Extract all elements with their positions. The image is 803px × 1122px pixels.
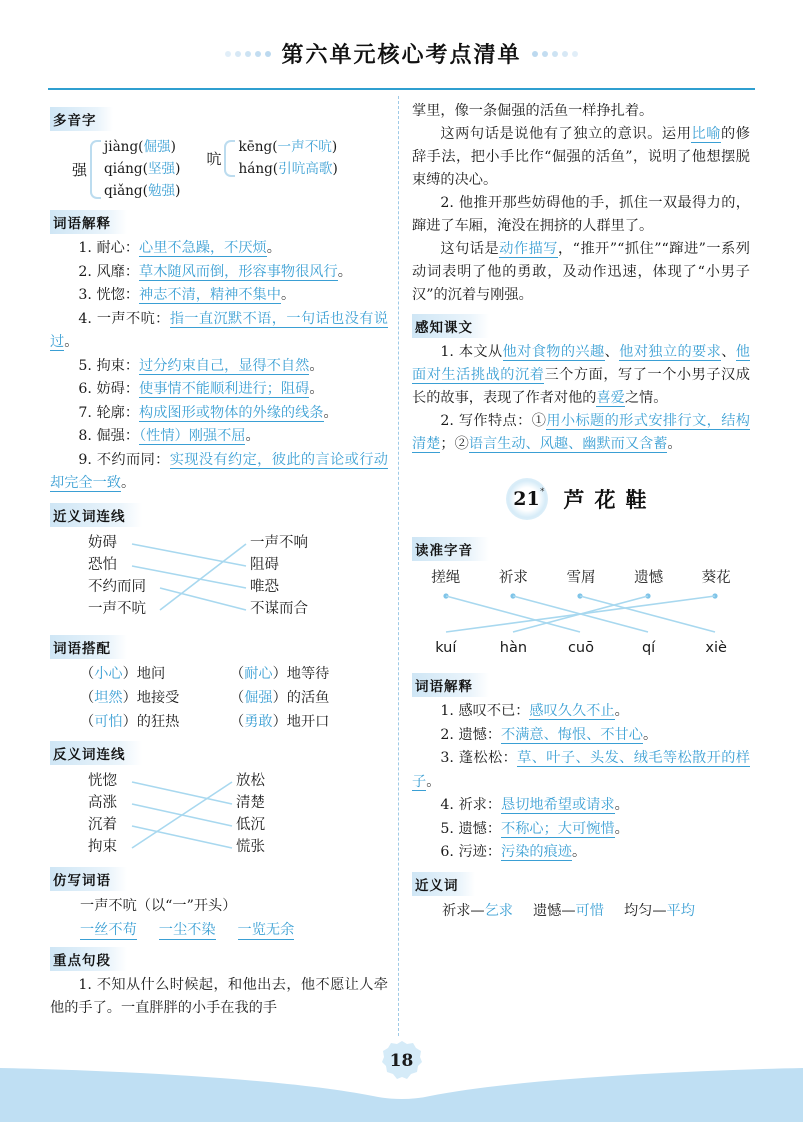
collocation-row: （可怕）的狂热 （勇敢）地开口 [80, 713, 330, 730]
perceive-item-2: 2. 写作特点：①用小标题的形式安排行文，结构清楚；②语言生动、风趣、幽默而又含蓄。 [412, 413, 750, 452]
collocation-row: （小心）地问 （耐心）地等待 [80, 665, 330, 682]
list-item: 3. 恍惚：神志不清，精神不集中。 [78, 287, 296, 303]
list-item: 4. 祈求：恳切地希望或请求。 [440, 797, 629, 813]
polyphonic-groups [50, 134, 388, 203]
pinyin-match-words: 搓绳 祈求 雪屑 遗憾 葵花 [431, 570, 731, 586]
polyphonic-row: kēng(一声不吭) [238, 139, 338, 155]
left-column [50, 100, 388, 1020]
lesson-number-badge [506, 478, 548, 520]
polyphonic-row: qiǎng(勉强) [104, 183, 181, 199]
polyphonic-row: háng(引吭高歌) [238, 161, 338, 177]
section-heading-antonym-match: 反义词连线 [50, 741, 142, 765]
synonym-match-exercise[interactable] [50, 532, 388, 624]
page-header [0, 38, 803, 69]
collocation-list [50, 662, 388, 734]
antonym-match-exercise[interactable] [50, 770, 388, 856]
list-item: 5. 遗憾：不称心；大可惋惜。 [440, 820, 629, 837]
brace-icon [224, 140, 235, 177]
key-sentence-2: 2. 他推开那些妨碍他的手，抓住一双最得力的，蹿进了车厢，淹没在拥挤的人群里了。 [412, 195, 750, 234]
synonym-right-words: 一声不响 阻碍 唯恐 不谋而合 [250, 534, 308, 617]
continued-sentence: 掌里，像一条倔强的活鱼一样挣扎着。 [412, 103, 654, 119]
synonym-pair: 均匀—平均 [623, 902, 695, 919]
right-column [412, 100, 750, 923]
section-heading-word-explanation-right: 词语解释 [412, 673, 489, 697]
lesson-title [412, 478, 750, 520]
analysis-paragraph-1: 这两句话是说他有了独立的意识。运用比喻的修辞手法，把小手比作“倔强的活鱼”，说明了他想摆脱束缚的决心。 [412, 126, 750, 188]
page-footer [0, 1030, 803, 1122]
polyphonic-group [72, 138, 180, 201]
section-heading-perceive-text: 感知课文 [412, 314, 489, 338]
section-heading-imitate-words: 仿写词语 [50, 867, 127, 891]
list-item: 5. 拘束：过分约束自己，显得不自然。 [78, 357, 324, 374]
list-item: 8. 倔强：（性情）刚强不屈。 [78, 428, 260, 444]
list-item: 6. 污迹：污染的痕迹。 [440, 844, 587, 860]
star-icon: * [540, 487, 545, 497]
imitate-answer: 一丝不苟 [80, 919, 137, 940]
section-heading-key-sentences: 重点句段 [50, 947, 127, 971]
left-dot-ornament [225, 51, 271, 57]
perceive-item-1: 1. 本文从他对食物的兴趣、他对独立的要求、他面对生活挑战的沉着三个方面，写了一个小男子汉成长的故事，表现了作者对他的喜爱之情。 [412, 344, 750, 406]
antonym-left-words: 恍惚 高涨 沉着 拘束 [88, 772, 117, 855]
imitate-answer: 一尘不染 [159, 919, 216, 940]
list-item: 6. 妨碍：使事情不能顺利进行；阻碍。 [78, 381, 324, 397]
synonym-pair: 祈求—乞求 [442, 902, 513, 919]
page-number: 18 [389, 1051, 414, 1071]
list-item: 7. 轮廓：构成图形或物体的外缘的线条。 [78, 404, 338, 421]
collocation-row: （坦然）地接受 （倔强）的活鱼 [80, 689, 330, 706]
explanation-list-right [412, 700, 750, 865]
page-number-badge [381, 1040, 423, 1082]
section-heading-synonym-match: 近义词连线 [50, 503, 142, 527]
synonym-pair: 遗憾—可惜 [532, 902, 604, 919]
polyphonic-row: jiàng(倔强) [104, 139, 176, 155]
key-sentence-text: 1. 不知从什么时候起，和他出去，他不愿让人牵他的手了。一直胖胖的小手在我的手 [50, 976, 388, 1016]
lesson-name: 芦花鞋 [563, 487, 657, 512]
polyphonic-char: 吭 [206, 150, 222, 168]
polyphonic-group [206, 138, 337, 179]
section-heading-synonyms: 近义词 [412, 872, 475, 896]
list-item: 4. 一声不吭：指一直沉默不语，一句话也没有说过。 [50, 310, 388, 350]
list-item: 9. 不约而同：实现没有约定，彼此的言论或行动却完全一致。 [50, 451, 388, 491]
imitate-prompt: 一声不吭（以“一”开头） [80, 897, 237, 914]
section-heading-word-explanation: 词语解释 [50, 210, 127, 234]
list-item: 1. 耐心：心里不急躁，不厌烦。 [78, 240, 281, 256]
brace-icon [90, 140, 101, 199]
section-heading-pronunciation: 读准字音 [412, 537, 489, 561]
list-item: 2. 风靡：草木随风而倒，形容事物很风行。 [78, 263, 352, 280]
pinyin-match-exercise[interactable] [412, 566, 750, 664]
synonym-left-words: 妨碍 恐怕 不约而同 一声不吭 [88, 534, 146, 617]
polyphonic-char: 强 [72, 161, 88, 179]
imitate-answer: 一览无余 [238, 919, 295, 940]
lesson-number: 21 [513, 488, 540, 510]
column-divider [398, 96, 399, 1036]
right-dot-ornament [532, 51, 578, 57]
polyphonic-row: qiáng(坚强) [104, 161, 181, 177]
explanation-list [50, 237, 388, 496]
pinyin-match-pinyins: kuí hàn cuō qí xiè [435, 640, 727, 656]
analysis-term: 动作描写 [499, 241, 558, 257]
antonym-right-words: 放松 清楚 低沉 慌张 [236, 772, 265, 855]
imitate-answers [50, 919, 388, 940]
synonym-pairs [412, 899, 750, 923]
list-item: 1. 感叹不已：感叹久久不止。 [440, 703, 629, 719]
list-item: 2. 遗憾：不满意、悔恨、不甘心。 [440, 726, 658, 743]
list-item: 3. 蓬松松：草、叶子、头发、绒毛等松散开的样子。 [412, 750, 750, 790]
analysis-term: 比喻 [691, 126, 722, 142]
header-rule [48, 88, 755, 90]
section-heading-collocation: 词语搭配 [50, 635, 127, 659]
page-title: 第六单元核心考点清单 [281, 42, 522, 68]
analysis-paragraph-2: 这句话是动作描写，“推开”“抓住”“蹿进”一系列动词表明了他的勇敢，及动作迅速，体现了“小男子汉”的沉着与刚强。 [412, 241, 750, 303]
section-heading-polyphonic: 多音字 [50, 107, 113, 131]
